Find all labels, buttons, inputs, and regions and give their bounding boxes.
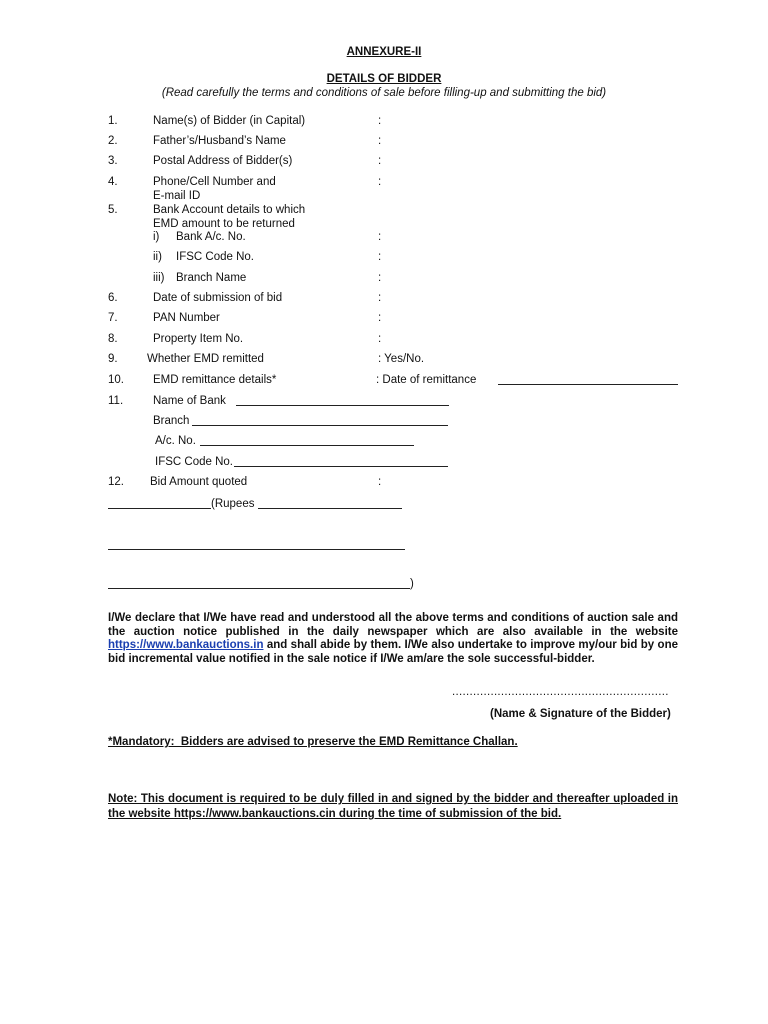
item-colon: : bbox=[378, 231, 382, 243]
item-label-continued: EMD amount to be returned bbox=[153, 218, 295, 230]
item-colon: : bbox=[378, 251, 382, 263]
item-label: Date of submission of bid bbox=[153, 292, 283, 304]
item-number: 4. bbox=[108, 176, 118, 188]
item-number: ii) bbox=[153, 251, 162, 263]
rupees-words-line bbox=[258, 508, 402, 509]
item-number: 12. bbox=[108, 476, 124, 488]
item-label: A/c. No. bbox=[155, 435, 196, 447]
item-label: Bank Account details to which bbox=[153, 204, 306, 216]
item-label: Postal Address of Bidder(s) bbox=[153, 155, 293, 167]
annexure-heading: ANNEXURE-II bbox=[346, 46, 422, 58]
item-label: Father’s/Husband’s Name bbox=[153, 135, 286, 147]
rupees-words-line-2 bbox=[108, 549, 405, 550]
item-label: Name(s) of Bidder (in Capital) bbox=[153, 115, 306, 127]
item-colon: : bbox=[378, 476, 382, 488]
account-number-line bbox=[200, 445, 414, 446]
submission-note: Note: This document is required to be duly filled in and signed by the bidder and thereafter uploaded in the website https://www.bankauctions.cin during the time of submission of the bid. bbox=[108, 793, 678, 820]
rupees-words-line-3 bbox=[108, 588, 410, 589]
item-label: Name of Bank bbox=[153, 395, 226, 407]
mandatory-note: *Mandatory: Bidders are advised to preserve the EMD Remittance Challan. bbox=[108, 736, 518, 748]
item-number: 2. bbox=[108, 135, 118, 147]
item-label-continued: E-mail ID bbox=[153, 190, 201, 202]
item-label: EMD remittance details* bbox=[153, 374, 277, 386]
yes-no-option: : Yes/No. bbox=[378, 353, 425, 365]
declaration-text: I/We declare that I/We have read and understood all the above terms and conditions of auction sale and the auction notice published in the daily newspaper which are also available in the website bbox=[108, 612, 678, 638]
item-number: 10. bbox=[108, 374, 124, 386]
item-colon: : bbox=[378, 176, 382, 188]
form-subtitle: (Read carefully the terms and conditions of sale before filling-up and submitting the bid) bbox=[161, 87, 607, 99]
item-label: Whether EMD remitted bbox=[147, 353, 264, 365]
bankauctions-link[interactable]: https://www.bankauctions.in bbox=[108, 639, 264, 652]
item-label: Branch Name bbox=[176, 272, 247, 284]
item-number: 9. bbox=[108, 353, 118, 365]
item-number: iii) bbox=[153, 272, 165, 284]
date-of-remittance-line bbox=[498, 384, 678, 385]
ifsc-code-line bbox=[234, 466, 448, 467]
item-label: PAN Number bbox=[153, 312, 220, 324]
item-colon: : bbox=[378, 333, 382, 345]
item-label: Bid Amount quoted bbox=[150, 476, 248, 488]
bid-amount-line bbox=[108, 508, 211, 509]
closing-parenthesis: ) bbox=[410, 578, 414, 590]
bank-name-line bbox=[236, 405, 449, 406]
form-title: DETAILS OF BIDDER bbox=[326, 73, 442, 85]
item-number: 11. bbox=[108, 395, 124, 407]
item-colon: : bbox=[378, 155, 382, 167]
branch-line bbox=[192, 425, 448, 426]
item-label: IFSC Code No. bbox=[155, 456, 233, 468]
signature-line: .............................................................. bbox=[452, 686, 669, 698]
item-label: Branch bbox=[153, 415, 190, 427]
item-number: 8. bbox=[108, 333, 118, 345]
item-number: 5. bbox=[108, 204, 118, 216]
signature-label: (Name & Signature of the Bidder) bbox=[490, 708, 671, 720]
date-of-remittance-label: : Date of remittance bbox=[376, 374, 477, 386]
item-label: Property Item No. bbox=[153, 333, 244, 345]
declaration-paragraph bbox=[108, 612, 678, 666]
item-colon: : bbox=[378, 115, 382, 127]
item-number: i) bbox=[153, 231, 160, 243]
declaration-text-continued: and shall abide by them. I/We also undertake to improve my/our bid by one bid incremental value notified in the sale notice if I/We am/are the sole successful-bidder. bbox=[108, 639, 678, 665]
item-number: 1. bbox=[108, 115, 118, 127]
item-colon: : bbox=[378, 292, 382, 304]
item-colon: : bbox=[378, 272, 382, 284]
item-label: Phone/Cell Number and bbox=[153, 176, 276, 188]
item-label: Bank A/c. No. bbox=[176, 231, 246, 243]
rupees-label: (Rupees bbox=[211, 498, 255, 510]
item-label: IFSC Code No. bbox=[176, 251, 254, 263]
item-number: 7. bbox=[108, 312, 118, 324]
item-number: 6. bbox=[108, 292, 118, 304]
item-colon: : bbox=[378, 312, 382, 324]
item-colon: : bbox=[378, 135, 382, 147]
item-number: 3. bbox=[108, 155, 118, 167]
